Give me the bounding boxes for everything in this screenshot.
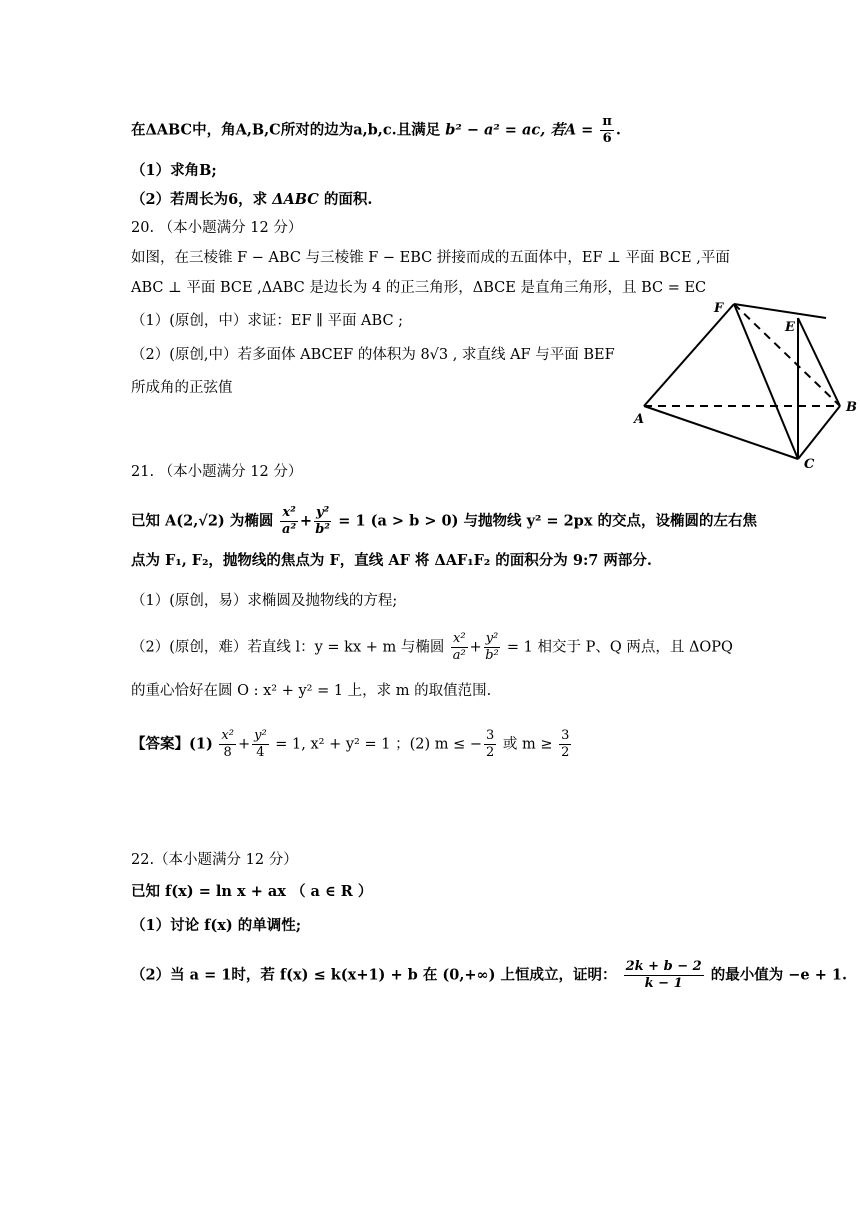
q19-condition: b² − a² = ac, 若A = xyxy=(445,121,599,139)
q21-frac-y xyxy=(314,505,331,538)
edge-fa xyxy=(644,304,734,406)
q21-line1-tail: = 1 (a > b > 0) 与抛物线 y² = 2px 的交点，设椭圆的左右焦 xyxy=(333,512,758,530)
q21-frac-y-num: y² xyxy=(316,505,330,520)
q19-intro-text: 在ΔABC中，角A,B,C所对的边为a,b,c.且满足 xyxy=(131,121,441,139)
q21-part1: （1）(原创，易）求椭圆及抛物线的方程; xyxy=(131,593,398,609)
q19-part1: （1）求角B; xyxy=(131,162,217,179)
label-a: A xyxy=(634,412,645,427)
q21-p2-frac-y-num: y² xyxy=(485,631,499,646)
q22-part2-text: （2）当 a = 1时，若 f(x) ≤ k(x+1) + b 在 (0,+∞) 上恒成立，证明： xyxy=(131,966,617,984)
q19-part2-tail: 的面积. xyxy=(323,191,373,208)
label-e: E xyxy=(785,320,795,335)
ans-frac-y-num: y² xyxy=(254,728,267,743)
ans-frac-neg xyxy=(484,728,496,761)
edge-eb xyxy=(798,318,840,406)
ans-or: 或 m ≥ xyxy=(498,736,558,753)
label-b: B xyxy=(846,400,857,415)
ans-frac-y-den: 4 xyxy=(256,745,265,760)
ans-frac-x-den: 8 xyxy=(223,745,232,760)
q21-line1: 已知 A(2,√2) 为椭圆 $\frac{\text{x²}}{\text{a²}}$ + $\frac{\text{y²}}{\text{b²}}$ = 1 (a > b > 0) 与抛物线 y² = 2px 的交点，设椭圆的左右焦 xyxy=(131,505,758,537)
q19-triangle: ΔABC xyxy=(272,191,319,208)
q22-part2 xyxy=(131,959,847,992)
q19-part2 xyxy=(131,189,372,211)
q21-p2-frac-x-num: x² xyxy=(453,631,466,646)
q21-part2-text: （2）(原创，难）若直线 l：y = kx + m 与椭圆 xyxy=(131,639,445,656)
q22-line1: 已知 f(x) = ln x + ax （ a ∈ R ） xyxy=(131,883,373,900)
q20-part2-cont: 所成角的正弦值 xyxy=(131,380,233,396)
q19-frac-den: 6 xyxy=(602,131,612,146)
q22-frac-num: 2k + b − 2 xyxy=(625,959,702,974)
q21-p2-frac-y-den: b² xyxy=(485,648,499,663)
q20-header: 20. （本小题满分 12 分） xyxy=(131,220,303,236)
q19-period: . xyxy=(615,121,621,139)
ans-frac-x xyxy=(219,728,236,761)
q22-frac-den: k − 1 xyxy=(644,976,683,991)
q21-frac-x-num: x² xyxy=(282,505,296,520)
q20-line2: ABC ⊥ 平面 BCE ,ΔABC 是边长为 4 的正三角形，ΔBCE 是直角三角形，且 BC = EC xyxy=(131,280,707,296)
q21-p2-frac-y xyxy=(484,631,501,664)
ans-frac-x-num: x² xyxy=(221,728,234,743)
ans-frac-neg-num: 3 xyxy=(485,728,495,743)
q21-answer: 【答案】(1) $\frac{\text{x²}}{8}$ + $\frac{\text{y²}}{4}$ = 1, x² + y² = 1 ；(2) m ≤ − $\frac{3}{2}$ 或 m ≥ $\frac{3}{2}$ xyxy=(131,728,570,760)
q22-header: 22.（本小题满分 12 分） xyxy=(131,852,298,868)
q21-line2: 点为 F₁, F₂，抛物线的焦点为 F，直线 AF 将 ΔAF₁F₂ 的面积分为 9:7 两部分. xyxy=(131,552,652,569)
q21-frac-y-den: b² xyxy=(315,522,331,537)
edge-ac xyxy=(644,406,798,459)
pentahedron-figure xyxy=(630,298,860,478)
edge-cb xyxy=(798,406,840,459)
label-c: C xyxy=(804,457,815,472)
ans-frac-pos xyxy=(559,728,571,761)
q21-part2-tail: = 1 相交于 P、Q 两点，且 ΔOPQ xyxy=(502,639,733,656)
q19-intro xyxy=(131,114,621,147)
q22-part1: （1）讨论 f(x) 的单调性; xyxy=(131,917,302,934)
q21-frac-x-den: a² xyxy=(282,522,297,537)
q21-header: 21. （本小题满分 12 分） xyxy=(131,464,303,480)
q21-part2-cont: 的重心恰好在圆 O : x² + y² = 1 上，求 m 的取值范围. xyxy=(131,683,492,699)
q21-line1-text: 已知 A(2,√2) 为椭圆 xyxy=(131,512,274,530)
q22-part2-tail: 的最小值为 −e + 1. xyxy=(705,966,848,984)
q21-frac-x xyxy=(280,505,297,538)
q19-part2-text: （2）若周长为6，求 xyxy=(131,191,268,208)
ans-frac-y xyxy=(252,728,269,761)
q20-part2: （2）(原创,中）若多面体 ABCEF 的体积为 8√3 , 求直线 AF 与平面 BEF xyxy=(131,347,615,363)
q19-fraction xyxy=(600,114,614,147)
ans-frac-pos-num: 3 xyxy=(561,728,570,743)
ans-frac-pos-den: 2 xyxy=(561,745,570,760)
q21-answer-label: 【答案】(1) xyxy=(131,735,213,753)
q21-p2-frac-x-den: a² xyxy=(452,648,466,663)
q20-line1: 如图，在三棱锥 F − ABC 与三棱锥 F − EBC 拼接而成的五面体中，EF ⊥ 平面 BCE ,平面 xyxy=(131,250,730,266)
q20-part1: （1）(原创，中）求证：EF ∥ 平面 ABC ; xyxy=(131,313,404,329)
q19-frac-num: π xyxy=(602,114,612,129)
label-f: F xyxy=(714,301,724,316)
ans-mid: = 1, x² + y² = 1 ；(2) m ≤ − xyxy=(270,736,482,753)
q21-p2-frac-x xyxy=(451,631,468,664)
q22-fraction xyxy=(624,959,704,992)
ans-frac-neg-den: 2 xyxy=(485,745,495,760)
q21-part2: （2）(原创，难）若直线 l：y = kx + m 与椭圆 $\frac{\text{x²}}{\text{a²}}$ + $\frac{\text{y²}}{\text{b²}}$ = 1 相交于 P、Q 两点，且 ΔOPQ xyxy=(131,631,733,663)
